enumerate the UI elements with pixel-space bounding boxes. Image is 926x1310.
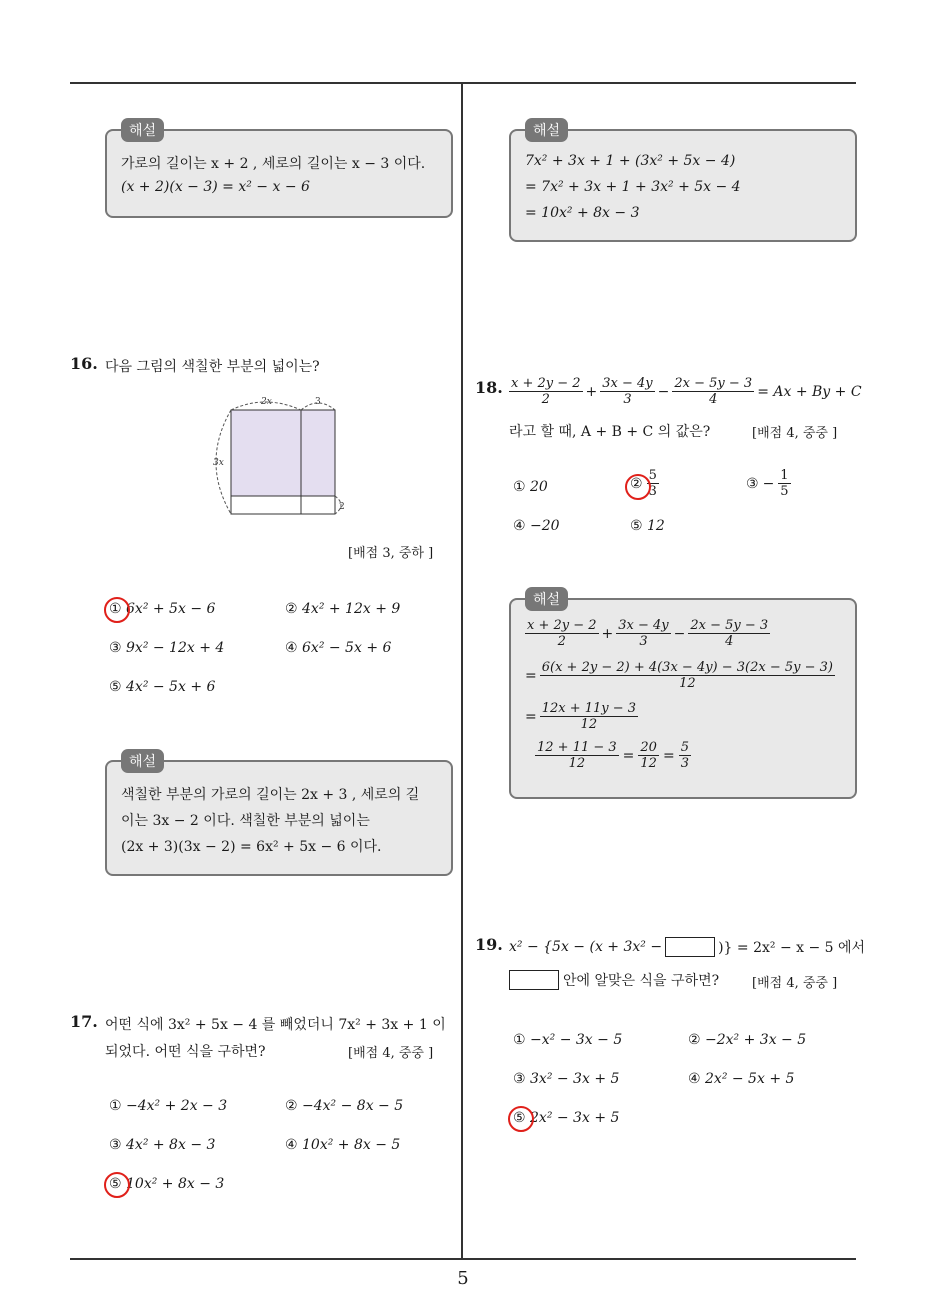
option-5[interactable]: ⑤ 2x² − 3x + 5: [513, 1110, 620, 1126]
option-1[interactable]: ① −4x² + 2x − 3: [109, 1098, 228, 1114]
solution-box-q15: [105, 123, 453, 218]
solution-line: $\frac{x + 2y - 2}{2}$ + $\frac{3x - 4y}{3}$ − $\frac{2x - 5y - 3}{4}$: [527, 618, 769, 649]
answer-circle: [508, 1106, 534, 1132]
solution-line: (x + 2)(x − 3) = x² − x − 6: [121, 179, 310, 195]
option-3[interactable]: ③ − $\frac{1}{5}$: [746, 468, 789, 499]
solution-box-q16: [105, 754, 453, 876]
figure-label: 2: [339, 502, 345, 512]
option-1[interactable]: ① 6x² + 5x − 6: [109, 601, 216, 617]
points-label: [배점 3, 중하 ]: [348, 546, 434, 561]
column-divider: [461, 84, 463, 1258]
question-text: 되었다. 어떤 식을 구하면?: [105, 1044, 266, 1060]
figure-label: 3x: [213, 458, 224, 468]
unshaded-strip: [231, 496, 335, 514]
option-1[interactable]: ① 20: [513, 479, 548, 495]
figure-label: 2x: [261, 397, 272, 407]
option-3[interactable]: ③ 9x² − 12x + 4: [109, 640, 225, 656]
option-4[interactable]: ④ 2x² − 5x + 5: [688, 1071, 795, 1087]
question-number: 17.: [70, 1012, 98, 1031]
answer-blank: [509, 970, 559, 990]
solution-line: 이는 3x − 2 이다. 색칠한 부분의 넓이는: [121, 813, 370, 829]
question-text: 어떤 식에 3x² + 5x − 4 를 빼었더니 7x² + 3x + 1 이: [105, 1017, 446, 1033]
page-number: 5: [457, 1268, 469, 1289]
option-1[interactable]: ① −x² − 3x − 5: [513, 1032, 623, 1048]
points-label: [배점 4, 중중 ]: [752, 976, 838, 991]
answer-circle: [104, 597, 130, 623]
solution-line: = 10x² + 8x − 3: [525, 205, 640, 221]
option-2[interactable]: ② −4x² − 8x − 5: [285, 1098, 404, 1114]
solution-line: 가로의 길이는 x + 2 , 세로의 길이는 x − 3 이다.: [121, 156, 426, 172]
question-text: 다음 그림의 색칠한 부분의 넓이는?: [105, 359, 320, 375]
option-2[interactable]: ② 4x² + 12x + 9: [285, 601, 401, 617]
option-2[interactable]: ② −2x² + 3x − 5: [688, 1032, 807, 1048]
points-label: [배점 4, 중중 ]: [752, 426, 838, 441]
points-label: [배점 4, 중중 ]: [348, 1046, 434, 1061]
option-5[interactable]: ⑤ 4x² − 5x + 6: [109, 679, 216, 695]
option-5[interactable]: ⑤ 12: [630, 518, 665, 534]
answer-blank: [665, 937, 715, 957]
bottom-rule: [70, 1258, 856, 1260]
solution-tag: 해설: [525, 118, 568, 142]
question-text: 라고 할 때, A + B + C 의 값은?: [509, 424, 711, 440]
solution-box-q17: [509, 123, 857, 242]
option-5[interactable]: ⑤ 10x² + 8x − 3: [109, 1176, 225, 1192]
solution-line: (2x + 3)(3x − 2) = 6x² + 5x − 6 이다.: [121, 839, 382, 855]
figure-label: 3: [315, 397, 321, 407]
q16-figure: [205, 392, 355, 520]
solution-line: $\frac{12 + 11 - 3}{12}$ = $\frac{20}{12}$ = $\frac{5}{3}$: [537, 740, 689, 771]
question-number: 16.: [70, 354, 98, 373]
solution-line: = $\frac{6(x + 2y - 2) + 4(3x - 4y) - 3(2x - 5y - 3)}{12}$: [525, 660, 834, 691]
solution-line: = $\frac{12x + 11y - 3}{12}$: [525, 701, 637, 732]
option-3[interactable]: ③ 4x² + 8x − 3: [109, 1137, 216, 1153]
answer-circle: [104, 1172, 130, 1198]
solution-tag: 해설: [121, 118, 164, 142]
question-equation: $\frac{x + 2y - 2}{2}$ + $\frac{3x - 4y}{3}$ − $\frac{2x - 5y - 3}{4}$ = Ax + By + C: [511, 376, 862, 407]
option-4[interactable]: ④ 6x² − 5x + 6: [285, 640, 392, 656]
option-2[interactable]: ② $\frac{5}{3}$: [630, 468, 657, 499]
solution-tag: 해설: [525, 587, 568, 611]
question-text: x² − {5x − (x + 3x² − )} = 2x² − x − 5 에서: [509, 939, 866, 956]
option-4[interactable]: ④ 10x² + 8x − 5: [285, 1137, 401, 1153]
question-number: 18.: [475, 378, 503, 397]
question-text: 안에 알맞은 식을 구하면?: [509, 970, 719, 990]
solution-line: = 7x² + 3x + 1 + 3x² + 5x − 4: [525, 179, 741, 195]
shaded-region: [231, 410, 335, 496]
option-4[interactable]: ④ −20: [513, 518, 560, 534]
top-rule: [70, 82, 856, 84]
solution-tag: 해설: [121, 749, 164, 773]
answer-circle: [625, 474, 651, 500]
solution-line: 색칠한 부분의 가로의 길이는 2x + 3 , 세로의 길: [121, 787, 420, 803]
option-3[interactable]: ③ 3x² − 3x + 5: [513, 1071, 620, 1087]
question-number: 19.: [475, 935, 503, 954]
solution-box-q18: [509, 592, 857, 799]
solution-line: 7x² + 3x + 1 + (3x² + 5x − 4): [525, 153, 736, 169]
